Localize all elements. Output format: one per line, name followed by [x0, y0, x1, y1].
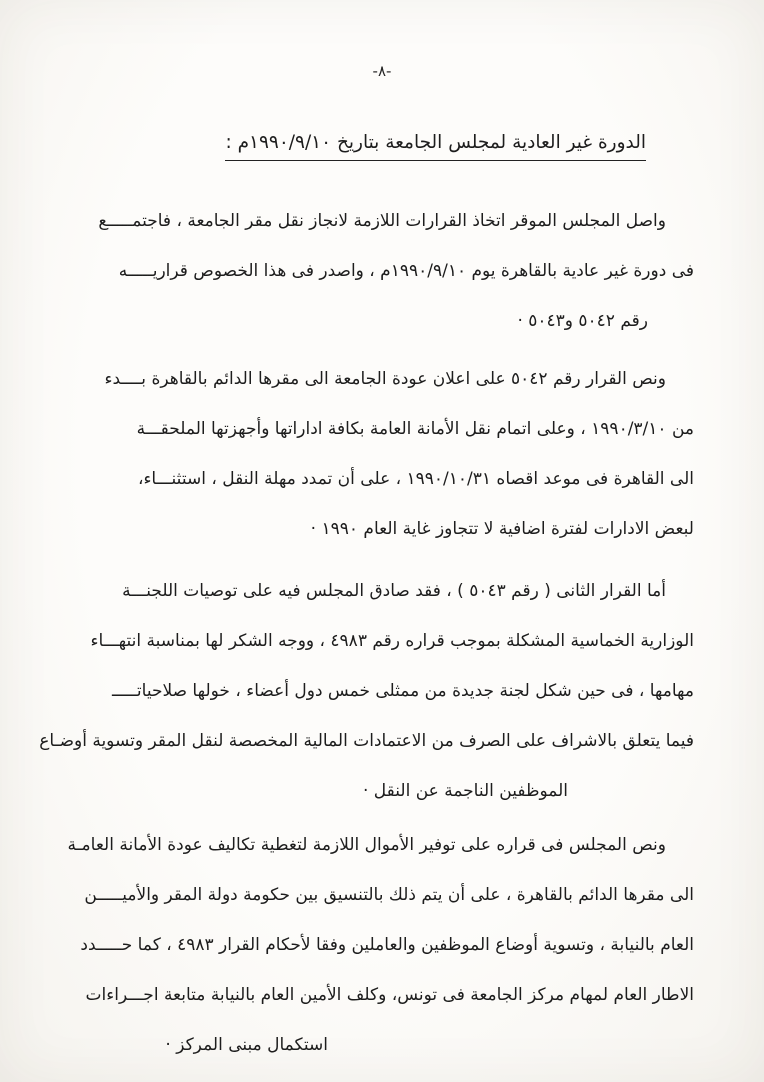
page-number: -٨- [372, 62, 392, 80]
text-line: من ١٩٩٠/٣/١٠ ، وعلى اتمام نقل الأمانة العامة بكافة اداراتها وأجهزتها الملحقـــة [136, 419, 694, 439]
paragraph-4 [58, 820, 694, 1070]
text-line: الموظفين الناجمة عن النقل · [363, 781, 568, 801]
text-line: الى مقرها الدائم بالقاهرة ، على أن يتم ذلك بالتنسيق بين حكومة دولة المقر والأميـــــن [84, 885, 694, 905]
text-line: أما القرار الثانى ( رقم ٥٠٤٣ ) ، فقد صادق المجلس فيه على توصيات اللجنـــة [122, 581, 666, 601]
text-line: ونص المجلس فى قراره على توفير الأموال اللازمة لتغطية تكاليف عودة الأمانة العامـة [67, 835, 666, 855]
text-line: الوزارية الخماسية المشكلة بموجب قراره رقم ٤٩٨٣ ، ووجه الشكر لها بمناسبة انتهـــاء [90, 631, 694, 651]
paragraph-1 [58, 196, 694, 346]
text-line: العام بالنيابة ، وتسوية أوضاع الموظفين والعاملين وفقا لأحكام القرار ٤٩٨٣ ، كما حـــــدد [80, 935, 694, 955]
text-line: الى القاهرة فى موعد اقصاه ١٩٩٠/١٠/٣١ ، على أن تمدد مهلة النقل ، استثنـــاء، [137, 469, 694, 489]
paragraph-2 [58, 354, 694, 554]
section-title [58, 128, 694, 158]
paragraph-3 [39, 566, 694, 816]
text-line: مهامها ، فى حين شكل لجنة جديدة من ممثلى خمس دول أعضاء ، خولها صلاحياتـــــ [112, 681, 694, 701]
text-line: فيما يتعلق بالاشراف على الصرف من الاعتمادات المالية المخصصة لنقل المقر وتسوية أوضـاع [39, 731, 694, 751]
text-line: ونص القرار رقم ٥٠٤٢ على اعلان عودة الجامعة الى مقرها الدائم بالقاهرة بــــدء [104, 369, 666, 389]
text-line: لبعض الادارات لفترة اضافية لا تتجاوز غاية العام ١٩٩٠ · [310, 519, 694, 539]
text-line: رقم ٥٠٤٢ و٥٠٤٣ · [517, 311, 648, 331]
text-line: استكمال مبنى المركز · [165, 1035, 328, 1055]
document-content [0, 128, 764, 1070]
text-line: الاطار العام لمهام مركز الجامعة فى تونس، وكلف الأمين العام بالنيابة متابعة اجـــراءات [85, 985, 694, 1005]
section-title-text: الدورة غير العادية لمجلس الجامعة بتاريخ ١٩٩٠/٩/١٠م : [225, 132, 646, 161]
text-line: واصل المجلس الموقر اتخاذ القرارات اللازمة لانجاز نقل مقر الجامعة ، فاجتمـــــع [98, 211, 666, 231]
text-line: فى دورة غير عادية بالقاهرة يوم ١٩٩٠/٩/١٠م ، واصدر فى هذا الخصوص قراريـــــه [118, 261, 694, 281]
